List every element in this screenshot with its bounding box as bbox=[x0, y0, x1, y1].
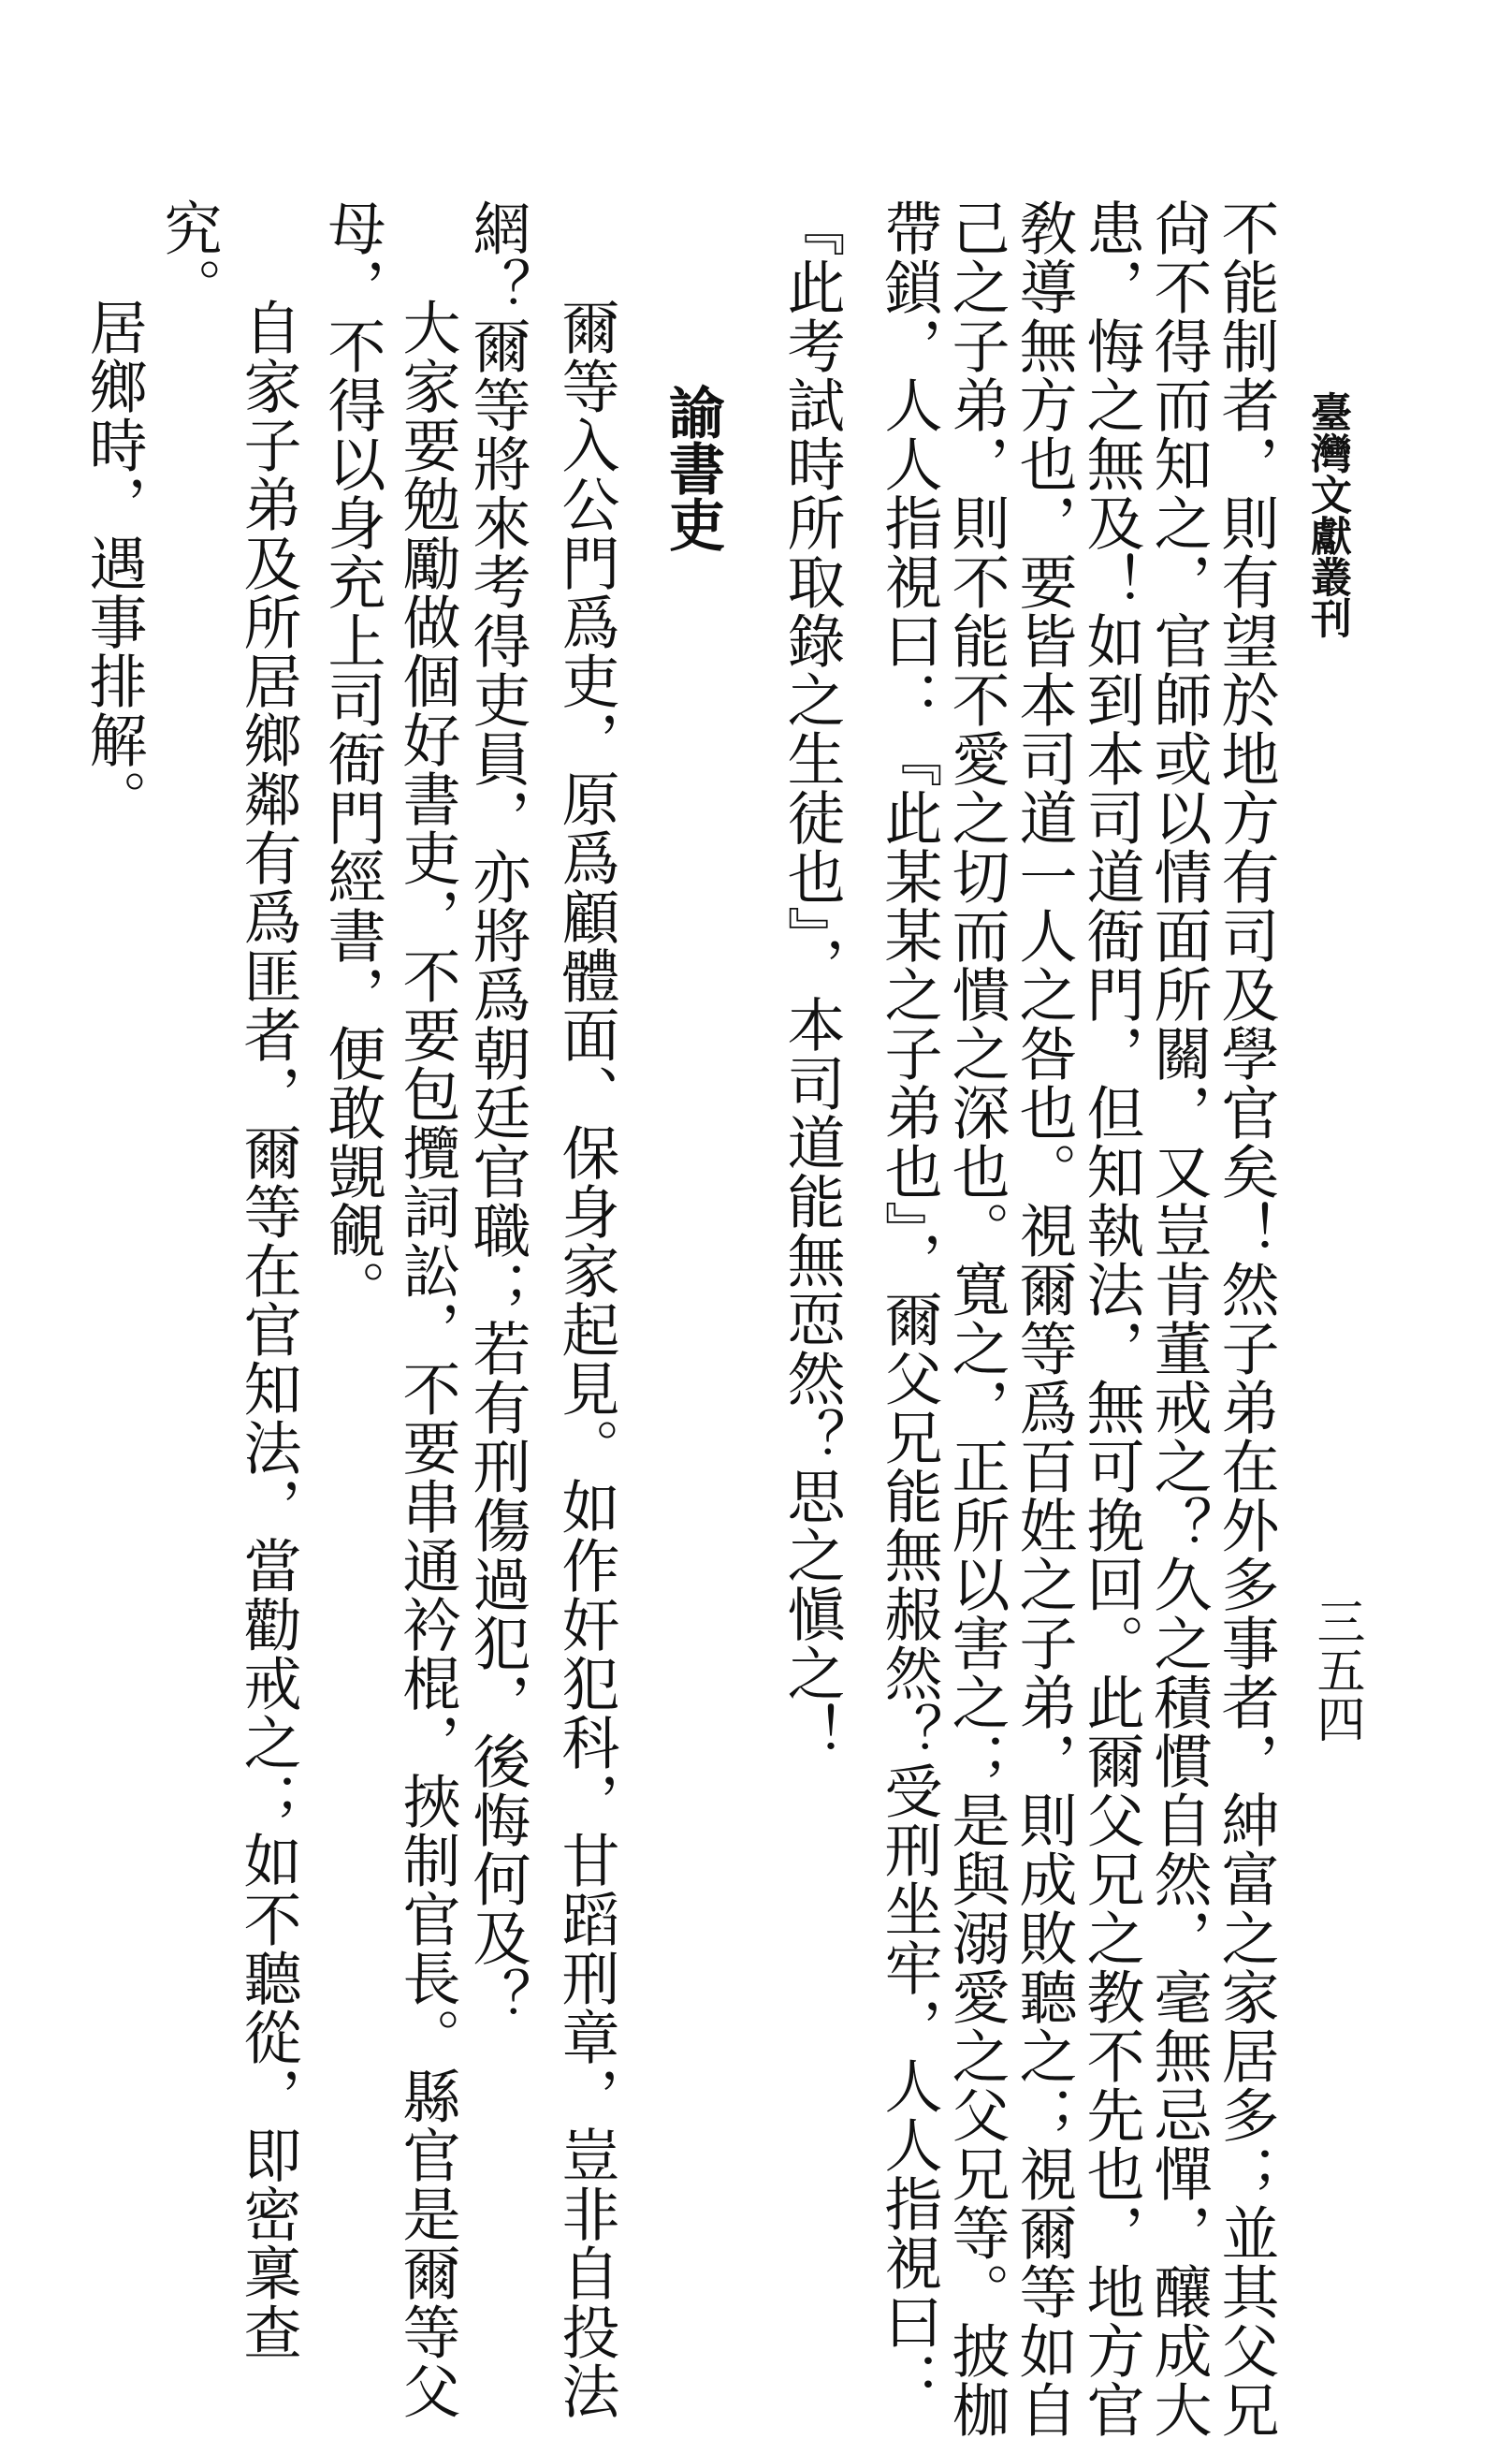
text-column: 敎導無方也，要皆本司道一人之咎也。視爾等爲百姓之子弟，則成敗聽之；視爾等如自 bbox=[1010, 198, 1078, 2439]
text-column: 爾等入公門爲吏，原爲顧體面、保身家起見。如作奸犯科，甘蹈刑章，豈非自投法 bbox=[552, 298, 620, 2420]
text-column: 『此考試時所取錄之生徒也』，本司道能無恧然？思之愼之！ bbox=[778, 198, 846, 1761]
text-column: 居鄉時，遇事排解。 bbox=[80, 298, 148, 828]
text-column: 患，悔之無及！如到本司道衙門，但知執法，無可挽回。此爾父兄之教不先也，地方官 bbox=[1077, 198, 1145, 2439]
text-column: 大家要勉勵做個好書吏，不要包攬詞訟，不要串通衿棍，挾制官長。縣官是爾等父 bbox=[393, 298, 461, 2420]
text-column: 己之子弟，則不能不愛之切而憒之深也。寬之，正所以害之；是與溺愛之父兄等。披枷 bbox=[942, 198, 1010, 2439]
text-column: 母，不得以身充上司衙門經書，便敢覬覦。 bbox=[318, 198, 386, 1319]
text-column: 網？爾等將來考得吏員，亦將爲朝廷官職；若有刑傷過犯，後悔何及？ bbox=[463, 198, 531, 2026]
section-heading: 諭書吏 bbox=[660, 384, 725, 552]
page-number: 三五四 bbox=[1308, 1597, 1364, 1743]
text-column: 帶鎖，人人指視曰：『此某某之子弟也』，爾父兄能無赧然？受刑坐牢，人人指視曰： bbox=[875, 198, 943, 2410]
page-header-title: 臺灣文獻叢刊 bbox=[1303, 391, 1351, 638]
text-column: 究。 bbox=[154, 198, 223, 316]
text-column: 不能制者，則有望於地方有司及學官矣！然子弟在外多事者，紳富之家居多；並其父兄 bbox=[1212, 198, 1280, 2439]
text-column: 尙不得而知之，官師或以情面所關，又豈肯董戒之？久之積慣自然，毫無忌憚，釀成大 bbox=[1144, 198, 1213, 2439]
text-column: 自家子弟及所居鄉鄰有爲匪者，爾等在官知法，當勸戒之；如不聽從，即密稟查 bbox=[234, 298, 302, 2361]
